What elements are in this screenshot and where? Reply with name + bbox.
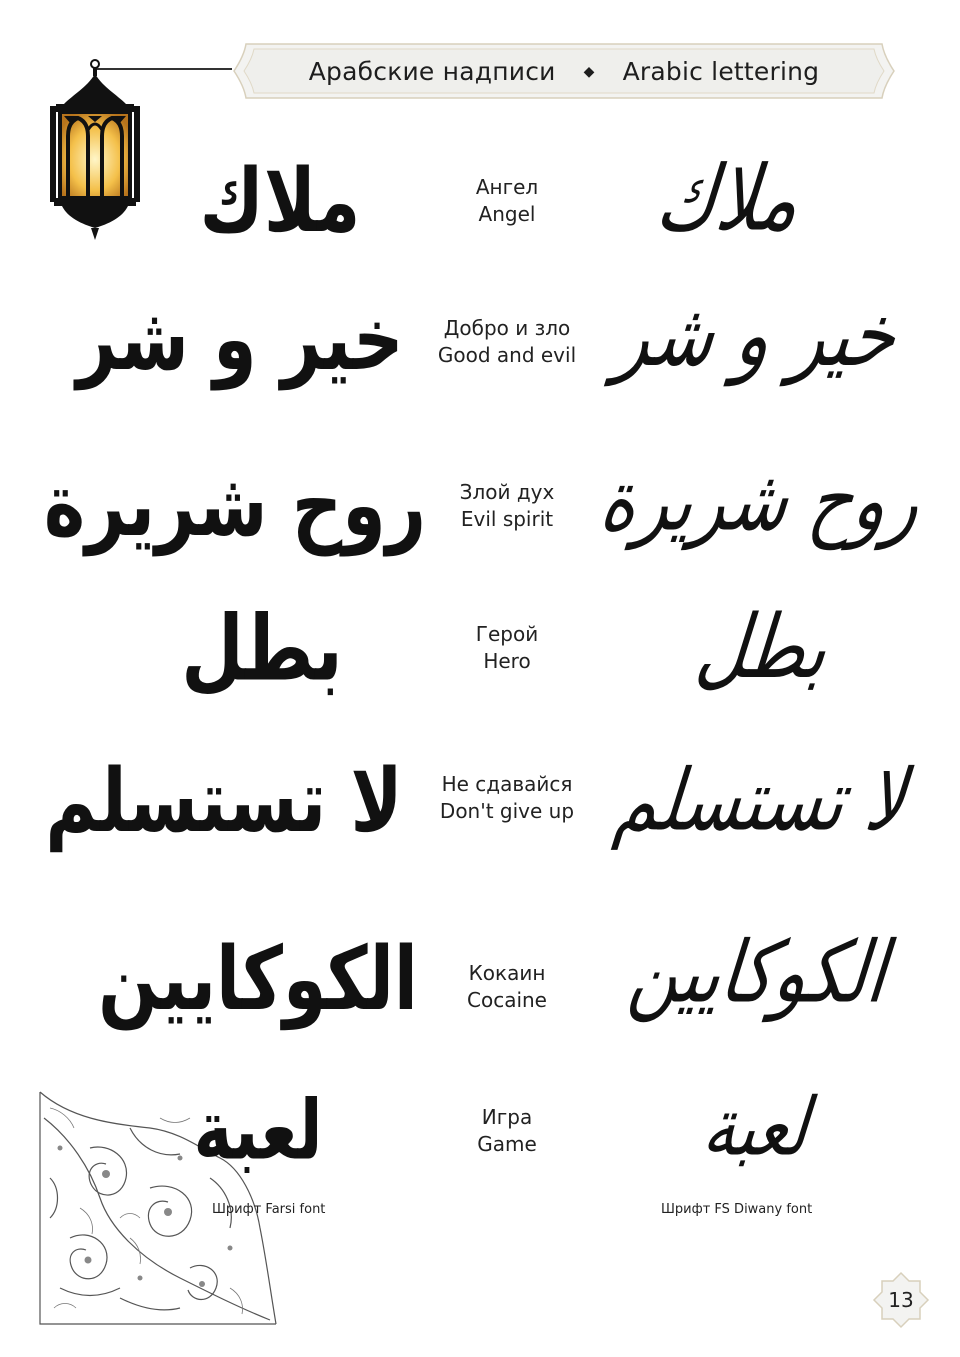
label-en: Cocaine: [467, 988, 547, 1012]
font-note-left: Шрифт Farsi font: [212, 1202, 326, 1217]
page-number-badge: [872, 1271, 930, 1329]
label-en: Good and evil: [437, 343, 577, 367]
entry-label: [380, 479, 634, 533]
arabic-farsi-word: روح شريرة: [43, 453, 427, 557]
label-en: Evil spirit: [460, 507, 554, 531]
entry-label: [380, 174, 634, 228]
arabic-diwany-word: الكوكايين: [624, 924, 892, 1023]
page-number: 13: [888, 1288, 914, 1312]
entry-label: [380, 315, 634, 369]
label-en: Angel: [478, 202, 536, 226]
label-ru: Герой: [475, 622, 539, 646]
label-ru: Игра: [481, 1105, 533, 1129]
arabic-diwany-word: خير و شر: [610, 283, 902, 387]
header-title-en: Arabic lettering: [622, 56, 820, 86]
header-banner: [232, 42, 896, 100]
label-ru: Кокаин: [468, 961, 546, 985]
label-ru: Добро и зло: [443, 316, 571, 340]
label-ru: Ангел: [475, 175, 539, 199]
entry-label: [380, 1104, 634, 1158]
arabic-diwany-word: لعبة: [698, 1081, 814, 1175]
arabic-farsi-word: الكوكايين: [98, 927, 418, 1031]
arabic-diwany-word: بطل: [691, 595, 833, 699]
arabic-farsi-word: ملاك: [199, 149, 361, 253]
entry-label: [380, 771, 634, 825]
label-ru: Не сдавайся: [441, 772, 573, 796]
arabic-farsi-word: خير و شر: [76, 287, 404, 391]
entry-label: [380, 621, 634, 675]
lantern-icon: [50, 58, 140, 240]
arabic-diwany-word: ملاك: [651, 145, 805, 251]
header-title-ru: Арабские надписи: [308, 56, 556, 86]
entry-label: [380, 960, 634, 1014]
diamond-icon: ◆: [583, 64, 595, 80]
font-note-right: Шрифт FS Diwany font: [661, 1202, 813, 1217]
arabic-farsi-word: لا تستسلم: [45, 749, 403, 853]
label-ru: Злой дух: [459, 480, 555, 504]
arabic-farsi-word: بطل: [181, 595, 343, 701]
label-en: Game: [477, 1132, 537, 1156]
label-en: Hero: [483, 649, 531, 673]
arabic-diwany-word: روح شريرة: [595, 452, 925, 551]
arabic-diwany-word: لا تستسلم: [610, 752, 911, 851]
label-en: Don't give up: [439, 799, 575, 823]
arabic-farsi-word: لعبة: [193, 1082, 323, 1179]
